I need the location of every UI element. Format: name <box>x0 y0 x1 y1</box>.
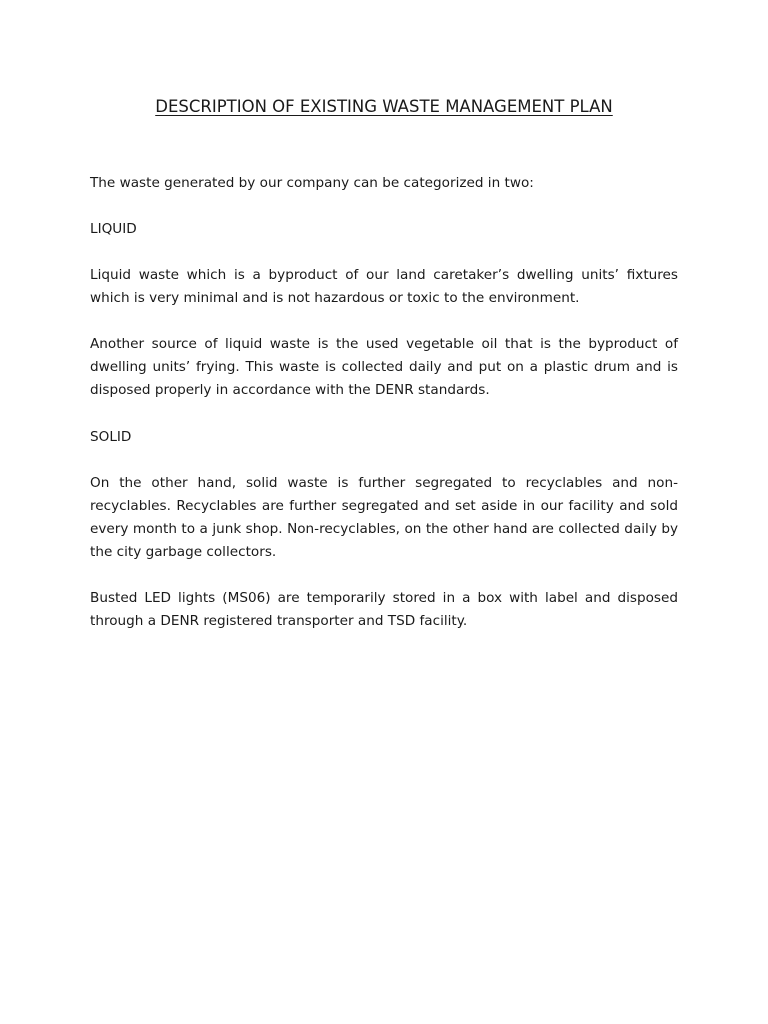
liquid-paragraph-2: Another source of liquid waste is the used vegetable oil that is the byproduct of dwelling units’ frying. This waste is collected daily and put on a plastic drum and is disposed properly in accordance with the DENR standards. <box>90 336 678 398</box>
solid-paragraph-1: On the other hand, solid waste is further segregated to recyclables and non-recyclables. Recyclables are further segregated and set aside in our facility and sold every month to a junk shop. Non-recyclables, on the other hand are collected daily by the city garbage collectors. <box>90 475 678 560</box>
liquid-paragraph-1: Liquid waste which is a byproduct of our land caretaker’s dwelling units’ fixtures which is very minimal and is not hazardous or toxic to the environment. <box>90 267 678 306</box>
liquid-heading: LIQUID <box>90 221 137 237</box>
solid-heading: SOLID <box>90 429 132 445</box>
solid-paragraph-2: Busted LED lights (MS06) are temporarily stored in a box with label and disposed through a DENR registered transporter and TSD facility. <box>90 590 678 629</box>
intro-paragraph: The waste generated by our company can be categorized in two: <box>90 175 534 191</box>
document-title: DESCRIPTION OF EXISTING WASTE MANAGEMENT PLAN <box>155 97 613 116</box>
